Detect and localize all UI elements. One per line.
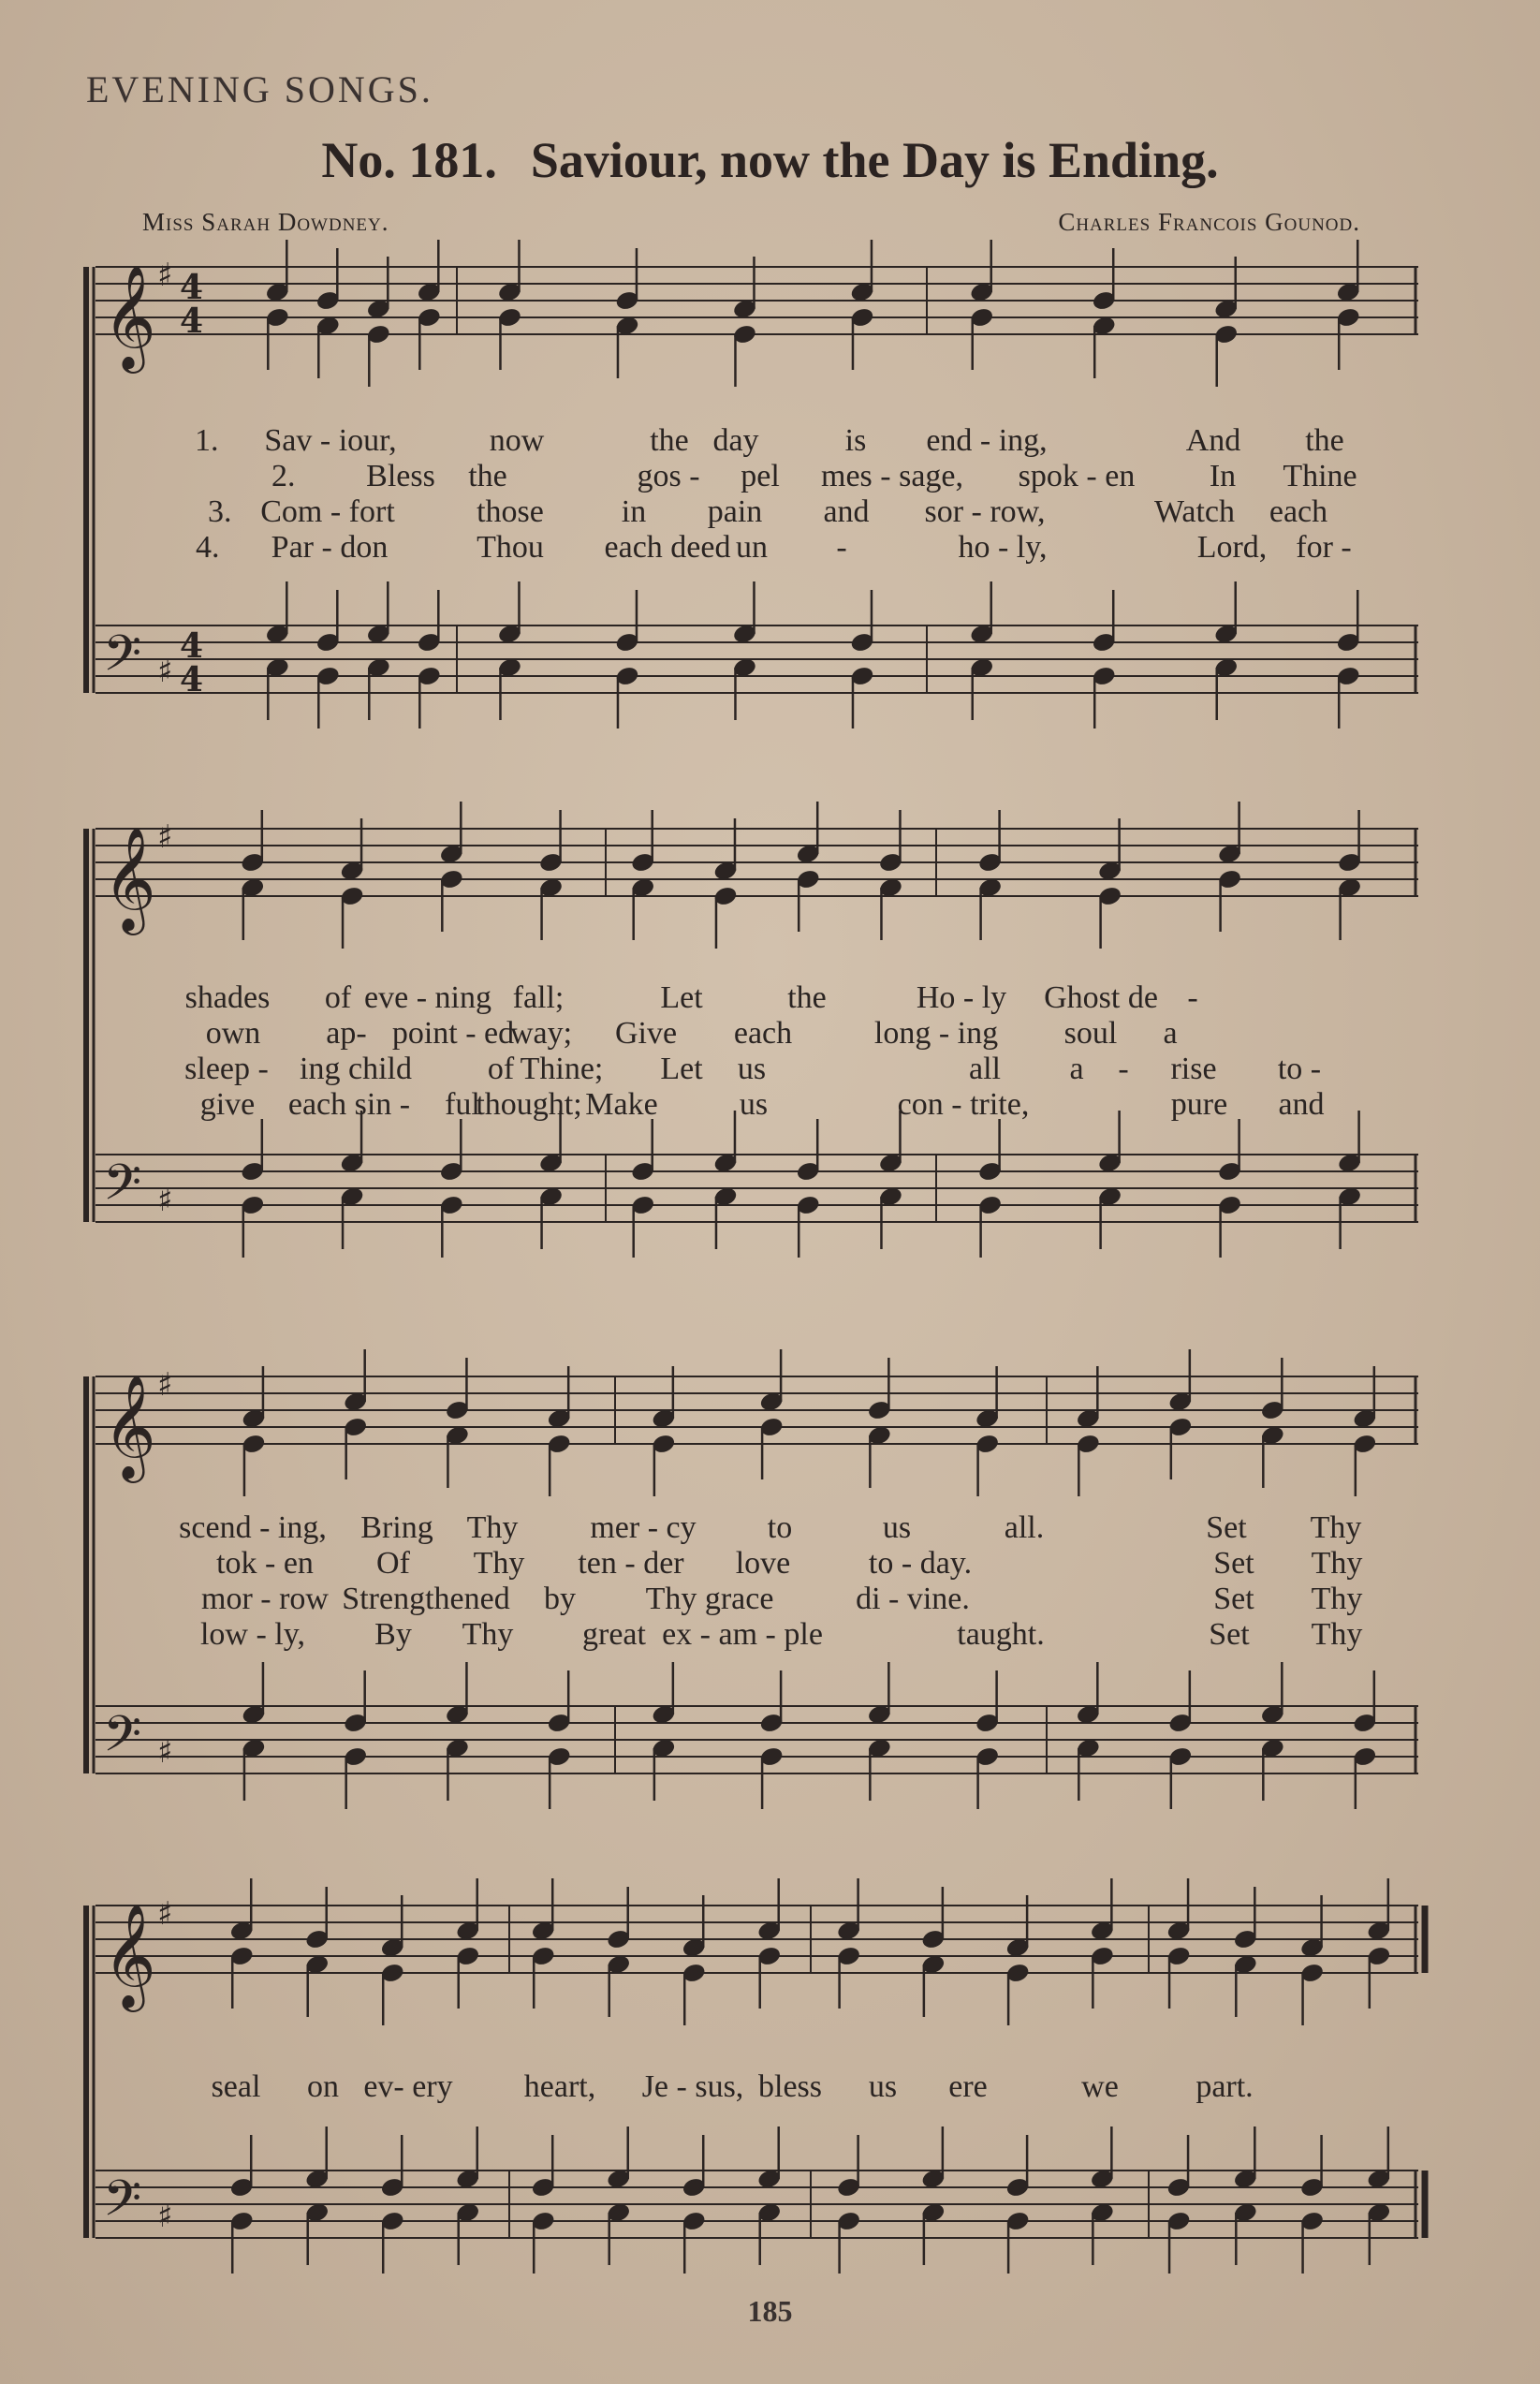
lyric-syllable: low - ly, [199, 1617, 306, 1652]
lyric-syllable: Thy [1310, 1510, 1362, 1545]
lyric-syllable: the [787, 980, 827, 1015]
lyric-syllable: own [205, 1016, 261, 1051]
system-1-treble-clef-icon: 𝄞 [103, 264, 156, 369]
lyric-syllable: point - ed [391, 1016, 515, 1051]
lyric-line [0, 1052, 1540, 1085]
lyric-syllable: ex - am - ple [662, 1617, 823, 1652]
lyric-syllable: Thy [1311, 1617, 1363, 1652]
lyric-syllable: Let [660, 1052, 703, 1086]
lyric-syllable: those [477, 494, 544, 529]
system-1-bass-sharp-icon: ♯ [157, 653, 173, 690]
system-4-bass-clef-icon: 𝄢 [103, 2171, 142, 2240]
lyric-syllable: pel [741, 459, 780, 493]
lyric-line [0, 1016, 1540, 1050]
verse-number: 3. [208, 494, 232, 529]
lyric-syllable: mor - row [201, 1582, 329, 1616]
lyric-syllable: ev- ery [363, 2069, 453, 2104]
lyric-syllable: Make [585, 1087, 658, 1122]
lyric-syllable: Give [614, 1016, 678, 1051]
lyric-syllable: all [969, 1052, 1001, 1086]
lyric-syllable: Ghost de [1044, 980, 1158, 1015]
system-3-bass-clef-icon: 𝄢 [103, 1706, 142, 1775]
lyric-syllable: Ho - ly [916, 980, 1007, 1015]
lyric-syllable: way; [509, 1016, 573, 1051]
lyric-syllable: rise [1170, 1052, 1217, 1086]
lyric-syllable: di - vine. [856, 1582, 970, 1616]
lyric-line [0, 459, 1540, 493]
lyric-line [0, 494, 1540, 528]
lyric-syllable: for - [1296, 530, 1352, 565]
lyric-syllable: gos - [637, 459, 700, 493]
lyric-syllable: In [1209, 459, 1237, 493]
lyric-syllable: the [468, 459, 507, 493]
hymn-author: Miss Sarah Dowdney. [142, 208, 389, 236]
lyric-syllable: pure [1170, 1087, 1228, 1122]
system-4-treble-clef-icon: 𝄞 [103, 1903, 156, 2008]
system-2-treble-sharp-icon: ♯ [157, 818, 173, 856]
bass-time-top: 4 [180, 626, 204, 666]
lyric-syllable: the [1305, 423, 1344, 458]
hymn-number: No. 181. [321, 132, 497, 188]
lyric-syllable: fall; [512, 980, 565, 1015]
lyric-syllable: By [374, 1617, 412, 1652]
lyric-syllable: ho - ly, [958, 530, 1048, 565]
lyric-syllable: - [836, 530, 847, 565]
lyric-syllable: Thy [462, 1617, 514, 1652]
system-1-treble-sharp-icon: ♯ [157, 257, 173, 294]
lyric-syllable: of [324, 980, 352, 1015]
lyric-syllable: spok - en [1018, 459, 1136, 493]
lyric-syllable: Thine [1283, 459, 1357, 493]
lyric-syllable: Set [1209, 1617, 1250, 1652]
lyric-line [0, 530, 1540, 564]
bass-time-bottom: 4 [180, 660, 204, 699]
lyric-syllable: - [1187, 980, 1198, 1015]
lyric-syllable: bless [758, 2069, 822, 2104]
lyric-line [0, 980, 1540, 1014]
lyric-syllable: scend - ing, [179, 1510, 327, 1545]
lyric-syllable: all. [1004, 1510, 1045, 1545]
lyric-syllable: is [844, 423, 867, 458]
system-2-bass-sharp-icon: ♯ [157, 1182, 173, 1219]
lyric-syllable: and [823, 494, 870, 529]
lyric-syllable: soul [1063, 1016, 1118, 1051]
lyric-syllable: day [712, 423, 759, 458]
treble-time-bottom: 4 [180, 302, 204, 341]
lyric-syllable: seal [211, 2069, 261, 2104]
lyric-syllable: shades [184, 980, 271, 1015]
lyric-syllable: Thy [473, 1546, 525, 1581]
lyric-syllable: Set [1206, 1510, 1247, 1545]
lyric-syllable: long - ing [873, 1016, 999, 1051]
lyric-line [0, 423, 1540, 457]
system-2-treble-clef-icon: 𝄞 [103, 826, 156, 931]
lyric-syllable: us [739, 1087, 769, 1122]
hymn-title: Saviour, now the Day is Ending. [530, 132, 1219, 188]
lyric-syllable: by [544, 1582, 576, 1616]
lyric-syllable: us [737, 1052, 767, 1086]
treble-time-top: 4 [180, 268, 204, 307]
lyric-syllable: Je - sus, [641, 2069, 744, 2104]
lyric-syllable: and [1278, 1087, 1325, 1122]
lyric-syllable: Watch [1154, 494, 1235, 529]
lyric-syllable: con - trite, [897, 1087, 1030, 1122]
lyric-syllable: great [582, 1617, 646, 1652]
lyric-syllable: - [1118, 1052, 1129, 1086]
lyric-syllable: us [868, 2069, 898, 2104]
lyric-syllable: Bring [360, 1510, 433, 1545]
lyric-syllable: to - [1277, 1052, 1322, 1086]
lyric-syllable: tok - en [216, 1546, 314, 1581]
lyric-syllable: now [489, 423, 545, 458]
lyric-syllable: give [199, 1087, 256, 1122]
lyric-syllable: Set [1213, 1582, 1254, 1616]
lyric-syllable: Thy [466, 1510, 519, 1545]
lyric-syllable: ap- [326, 1016, 367, 1051]
lyric-line [0, 1087, 1540, 1121]
lyric-line [0, 1510, 1540, 1544]
system-2-bass-clef-icon: 𝄢 [103, 1155, 142, 1224]
lyric-line [0, 2069, 1540, 2103]
system-4-treble-sharp-icon: ♯ [157, 1895, 173, 1933]
system-3-bass-sharp-icon: ♯ [157, 1733, 173, 1771]
lyric-syllable: And [1185, 423, 1241, 458]
lyric-syllable: Thy [1311, 1546, 1363, 1581]
lyric-syllable: Lord, [1196, 530, 1268, 565]
lyric-syllable: to - day. [868, 1546, 973, 1581]
lyric-line [0, 1582, 1540, 1615]
hymn-composer: Charles Francois Gounod. [1058, 208, 1360, 236]
lyric-syllable: Par - don [271, 530, 389, 565]
lyric-syllable: ere [948, 2069, 988, 2104]
lyric-syllable: heart, [523, 2069, 596, 2104]
lyric-syllable: the [650, 423, 689, 458]
system-1-bass-clef-icon: 𝄢 [103, 625, 142, 695]
lyric-syllable: Let [660, 980, 703, 1015]
lyric-syllable: mes - sage, [820, 459, 964, 493]
lyric-syllable: on [307, 2069, 339, 2104]
lyric-syllable: in [621, 494, 647, 529]
lyric-syllable: Set [1213, 1546, 1254, 1581]
lyric-syllable: Com - fort [260, 494, 395, 529]
lyric-syllable: a [1163, 1016, 1178, 1051]
system-3-treble-clef-icon: 𝄞 [103, 1374, 156, 1479]
lyric-syllable: pain [707, 494, 763, 529]
lyric-syllable: we [1081, 2069, 1119, 2104]
system-3-treble-sharp-icon: ♯ [157, 1366, 173, 1404]
lyric-syllable: eve - ning [364, 980, 491, 1015]
lyric-syllable: Thine; [520, 1052, 604, 1086]
lyric-line [0, 1617, 1540, 1651]
lyric-syllable: Strengthened [342, 1582, 510, 1616]
lyric-syllable: us [882, 1510, 912, 1545]
lyric-syllable: sor - row, [924, 494, 1046, 529]
lyric-syllable: a [1069, 1052, 1084, 1086]
lyric-syllable: taught. [957, 1617, 1045, 1652]
lyric-syllable: to [767, 1510, 793, 1545]
system-4-bass-sharp-icon: ♯ [157, 2198, 173, 2235]
page-number: 185 [747, 2294, 793, 2328]
lyric-syllable: Of [376, 1546, 410, 1581]
lyric-syllable: mer - cy [590, 1510, 697, 1545]
lyric-line [0, 1546, 1540, 1580]
lyric-syllable: Bless [366, 459, 435, 493]
lyric-syllable: Thy [1311, 1582, 1363, 1616]
lyric-syllable: Thy grace [645, 1582, 774, 1616]
lyric-syllable: thought; [476, 1087, 582, 1122]
lyric-syllable: each sin - [287, 1087, 411, 1122]
section-heading: EVENING SONGS. [86, 68, 433, 110]
lyric-syllable: each [1269, 494, 1328, 529]
verse-number: 2. [271, 459, 296, 493]
lyric-syllable: ing child [300, 1052, 412, 1086]
lyric-syllable: of [487, 1052, 515, 1086]
lyric-syllable: Sav - iour, [264, 423, 397, 458]
lyric-syllable: part. [1195, 2069, 1254, 2104]
lyric-syllable: love [735, 1546, 791, 1581]
lyric-syllable: each deed [604, 530, 731, 565]
lyric-syllable: ful [445, 1087, 480, 1122]
verse-number: 4. [196, 530, 220, 565]
lyric-syllable: end - ing, [926, 423, 1048, 458]
lyric-syllable: un [736, 530, 768, 565]
lyric-syllable: Thou [477, 530, 544, 565]
lyric-syllable: sleep - [184, 1052, 269, 1086]
verse-number: 1. [195, 423, 219, 458]
lyric-syllable: ten - der [578, 1546, 684, 1581]
lyric-syllable: each [733, 1016, 793, 1051]
